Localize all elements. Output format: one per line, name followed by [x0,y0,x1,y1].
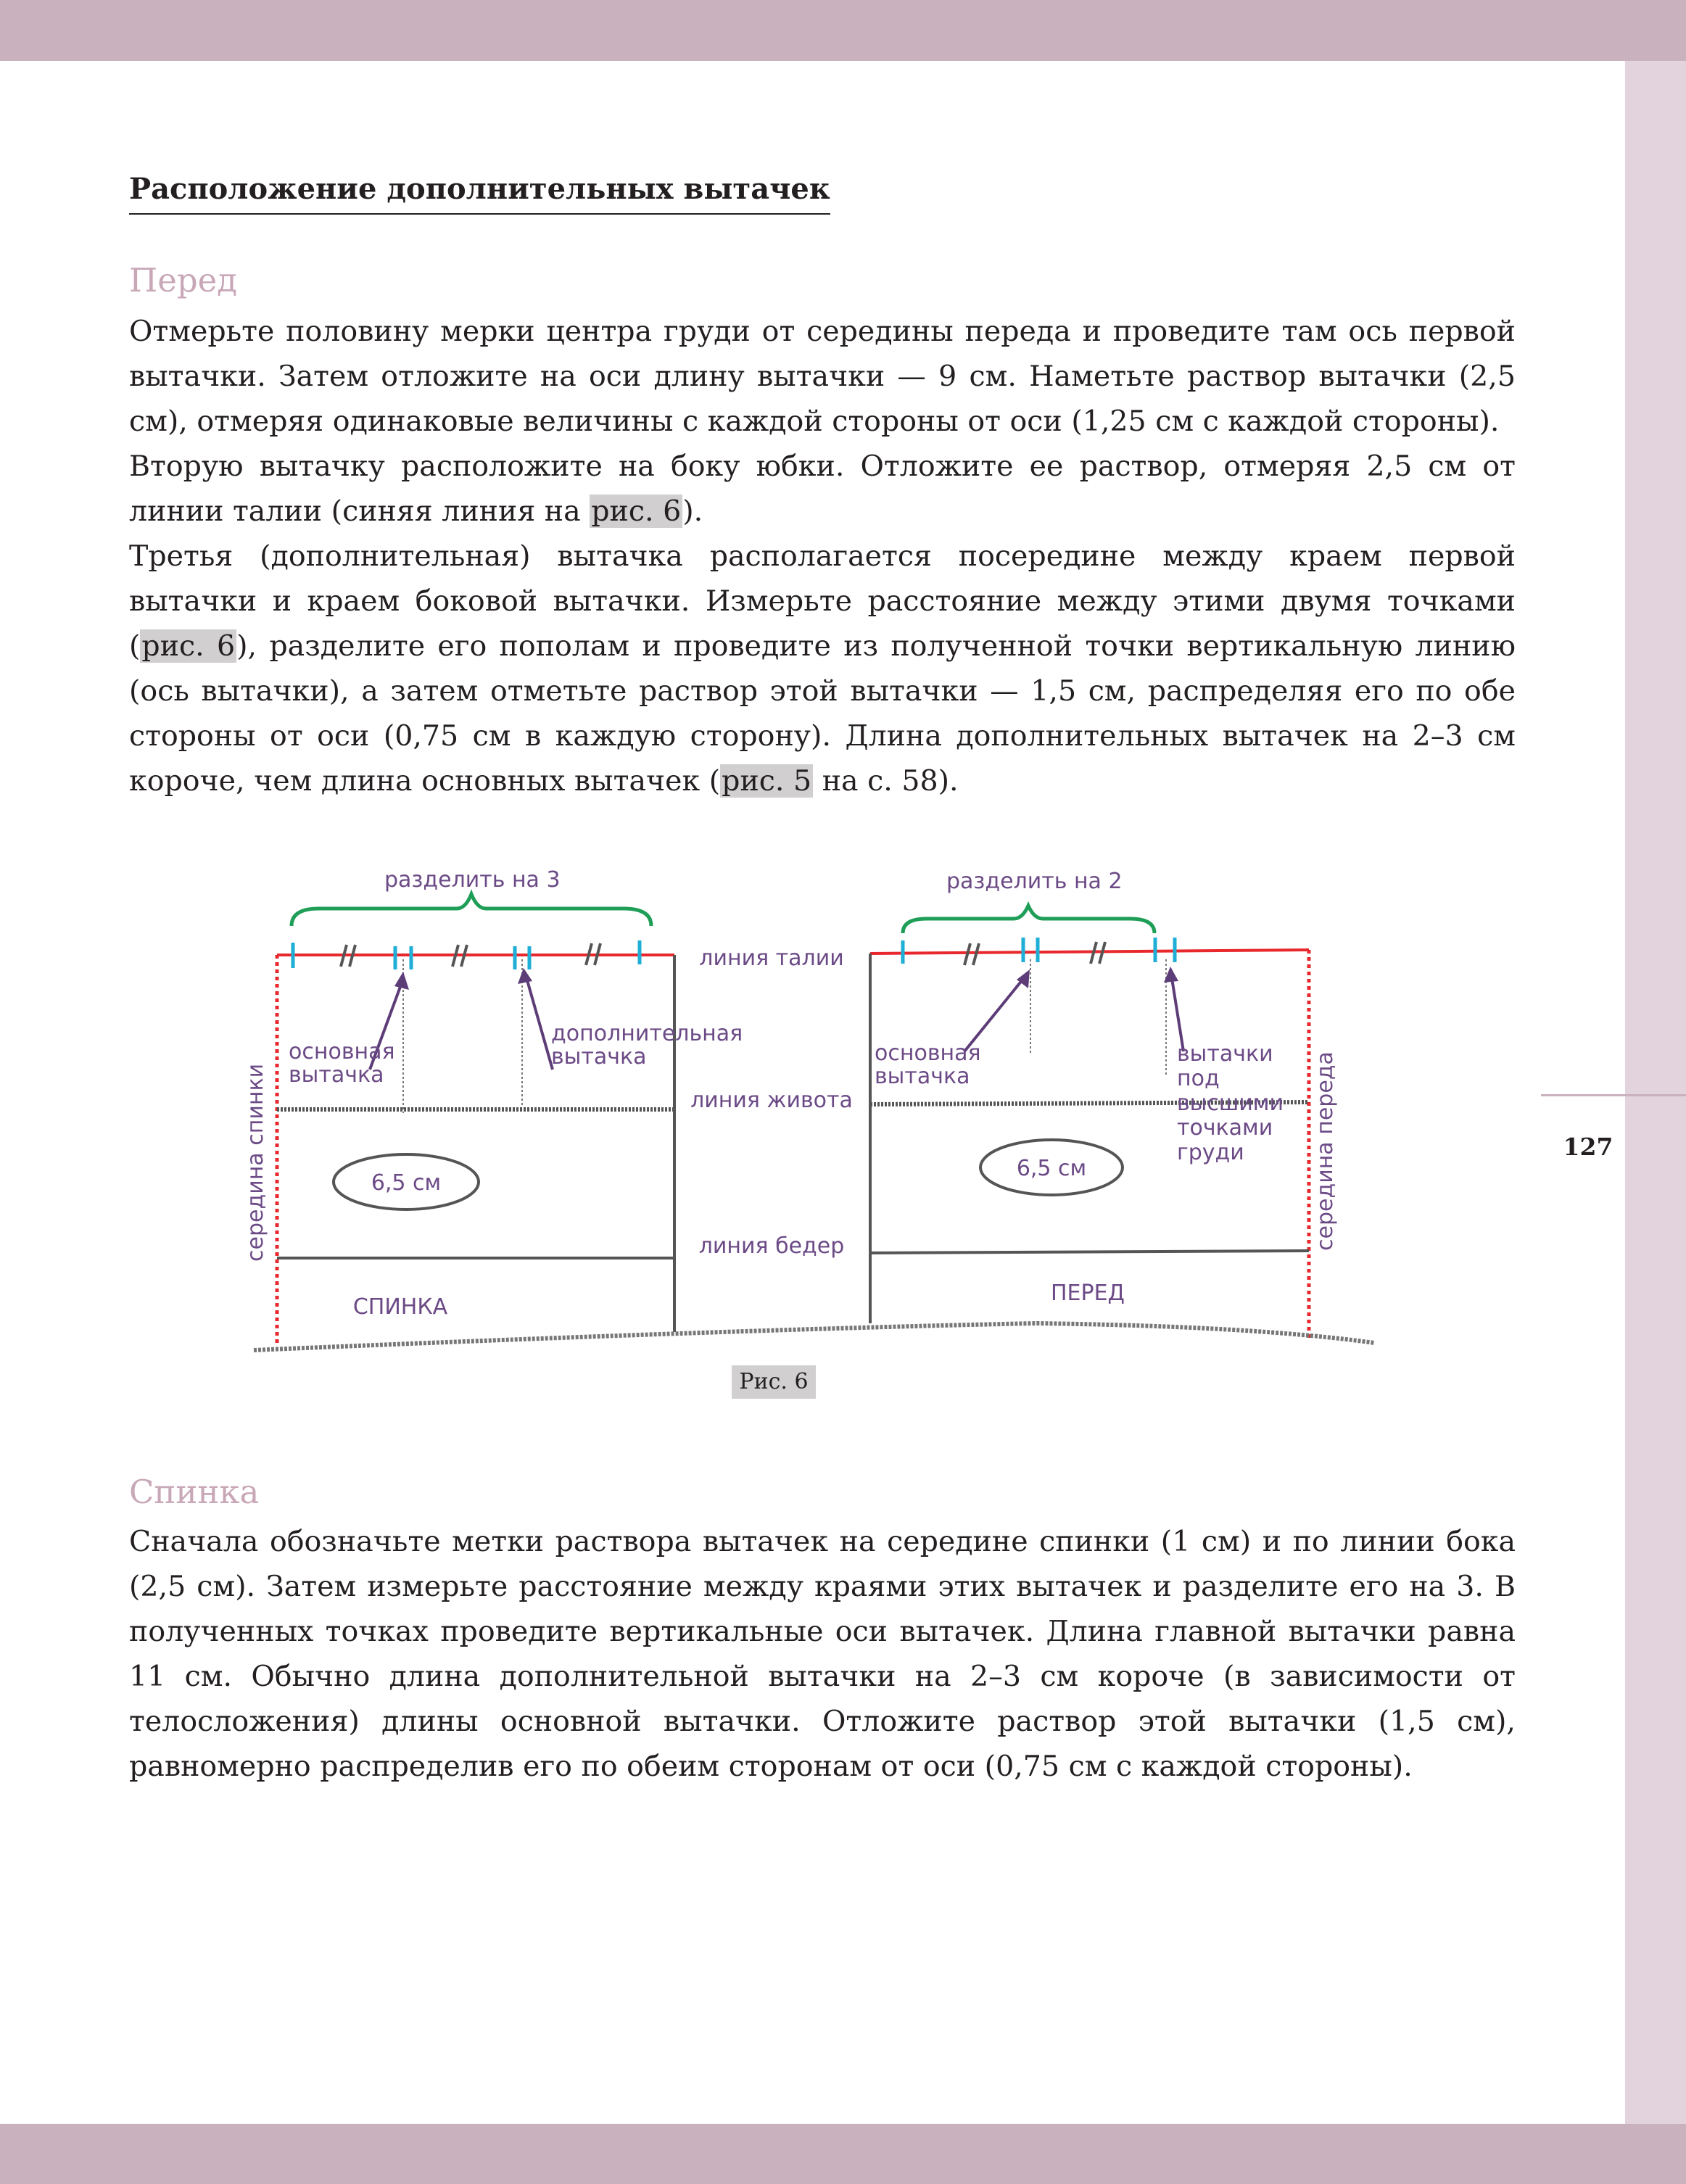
hem-curve [254,1323,1374,1350]
figure-reference: рис. 5 [722,764,812,798]
back-heading: Спинка [129,1473,260,1511]
divide-brace-left [292,894,651,926]
size-label-left: 6,5 см [371,1170,442,1196]
dart-placement-diagram [239,845,1414,1410]
back-panel-label: СПИНКА [352,1294,448,1320]
arrow-extra-dart-left [526,975,553,1070]
page-number: 127 [1563,1133,1613,1161]
main-dart-label-right: основная вытачка [875,1041,981,1089]
waist-line-label: линия талии [699,946,844,971]
hip-line-label: линия бедер [698,1233,845,1259]
front-paragraph-3-text-a: Третья (дополнительная) вытачка располагается посередине между краем первой вытачки и краем боковой вытачки. Измерьте расстояние между этими двумя точками ( [129,539,1516,663]
back-paragraph-1: Сначала обозначьте метки раствора вытачек на середине спинки (1 см) и по линии бока (2,5 см). Затем измерьте расстояние между краями этих вытачек и разделите его на 3. В полученных точках проведите вертикальные оси вытачек. Длина главной вытачки равна 11 см. Обычно длина дополнительной вытачки на 2–3 см короче (в зависимости от телосложения) длины основной вытачки. Отложите раствор этой вытачки (1,5 см), равномерно распределив его по обеим сторонам от оси (0,75 см с каждой стороны). [129,1525,1516,1783]
front-heading: Перед [129,261,238,299]
front-paragraph-2-end: ). [682,495,703,528]
under-points-label: вытачки под высшими точками груди [1177,1041,1284,1165]
extra-dart-label: дополнительная вытачка [551,1021,743,1070]
front-paragraph-2 [129,444,1516,534]
front-center-label: середина переда [1313,1051,1338,1251]
divide-label-left: разделить на 3 [384,867,561,893]
page-number-rule [1541,1094,1686,1096]
front-panel-label: ПЕРЕД [1051,1281,1125,1306]
bottom-band [0,2124,1686,2184]
figure-caption: Рис. 6 [732,1365,816,1399]
divide-label-right: разделить на 2 [946,869,1123,894]
waist-line-right [870,950,1309,954]
arrow-under-points [1171,974,1183,1051]
hip-line-right [870,1251,1309,1253]
front-paragraph-3-text-b: ), разделите его пополам и проведите из полученной точки вертикальную линию (ось вытачки), а затем отметьте раствор этой вытачки — 1,5 см, распределяя его по обе стороны от оси (0,75 см в каждую сторону). Длина дополнительных вытачек на 2–3 см короче, чем длина основных вытачек ( [129,629,1516,798]
section-title: Расположение дополнительных вытачек [129,172,830,215]
main-dart-label-left: основная вытачка [289,1039,395,1088]
divide-brace-right [903,906,1154,933]
top-band [0,0,1686,61]
figure-reference: рис. 6 [591,495,682,528]
size-label-right: 6,5 см [1016,1156,1087,1181]
back-center-label: середина спинки [243,1063,268,1262]
front-paragraph-1: Отмерьте половину мерки центра груди от середины переда и проведите там ось первой вытачки. Затем отложите на оси длину вытачки — 9 см. Наметьте раствор вытачки (2,5 см), отмеряя одинаковые величины с каждой стороны от оси (1,25 см с каждой стороны). [129,315,1516,438]
side-strip [1625,61,1686,2124]
front-paragraph-3-text-c: на с. 58). [813,764,959,798]
figure-reference: рис. 6 [141,629,236,663]
front-paragraph-3 [129,534,1516,803]
belly-line-label: линия живота [690,1088,853,1113]
front-paragraph-2-text: Вторую вытачку расположите на боку юбки. Отложите ее раствор, отмеряя 2,5 см от линии талии (синяя линия на [129,450,1516,528]
